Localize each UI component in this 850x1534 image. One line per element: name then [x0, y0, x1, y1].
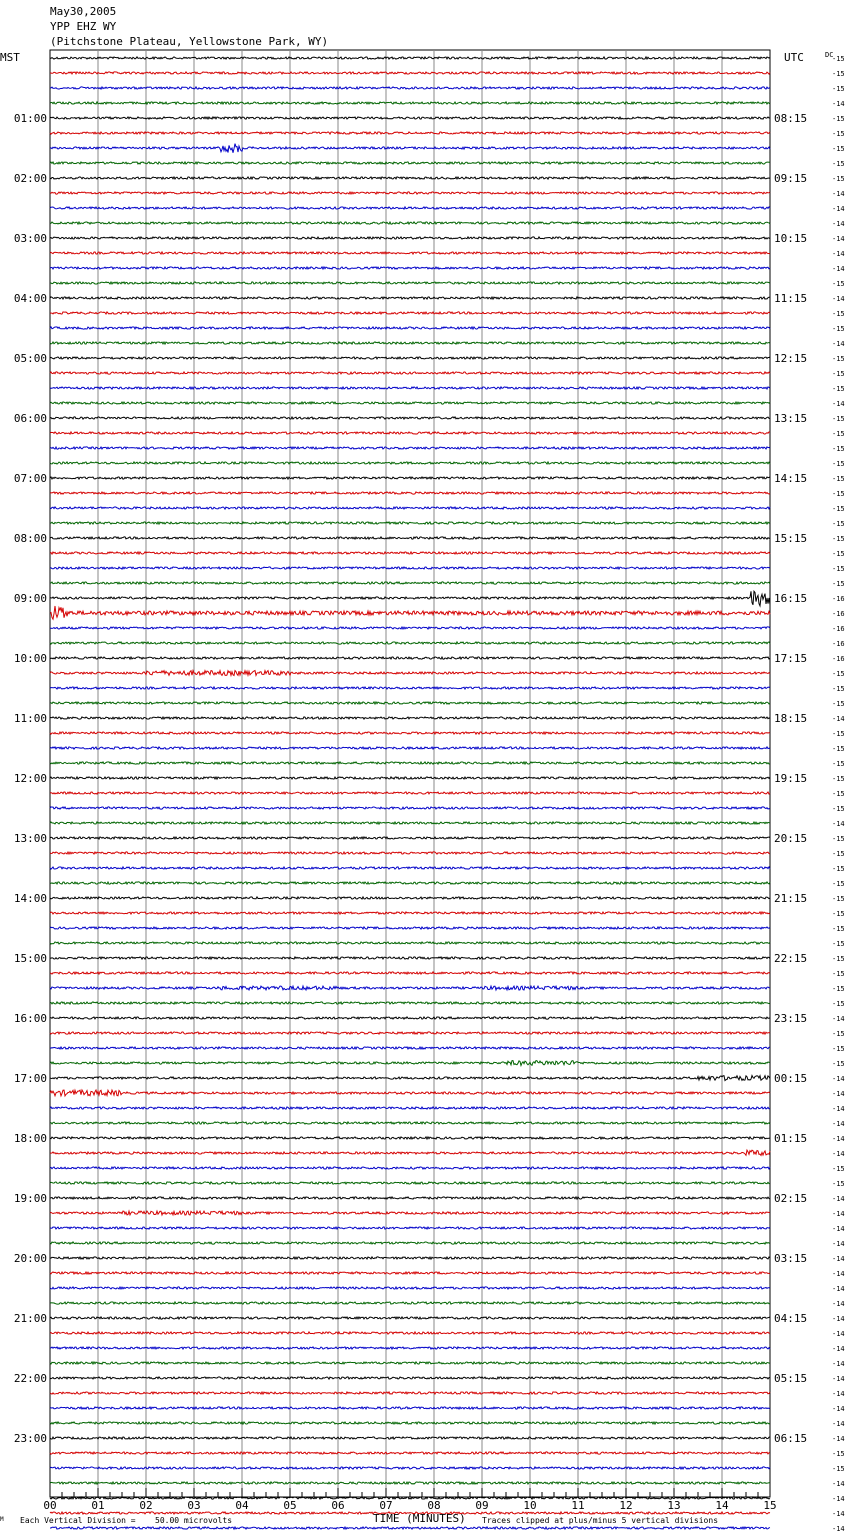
dc-offset-label: -15 — [832, 310, 845, 318]
seismic-trace — [50, 1377, 770, 1379]
dc-offset-label: -14 — [832, 295, 845, 303]
dc-offset-label: -14 — [832, 715, 845, 723]
seismic-trace — [50, 552, 770, 554]
corner-mark: M — [0, 1516, 4, 1523]
mst-hour-label: 23:00 — [13, 1432, 47, 1445]
x-tick-label: 09 — [475, 1499, 489, 1512]
mst-hour-label: 19:00 — [13, 1192, 47, 1205]
seismic-trace — [50, 1137, 770, 1139]
seismic-trace — [50, 837, 770, 839]
seismic-trace — [50, 357, 770, 359]
mst-axis-label: MST — [0, 51, 20, 64]
utc-hour-label: 09:15 — [774, 172, 808, 185]
dc-offset-label: -14 — [832, 1150, 845, 1158]
seismic-trace — [50, 1257, 770, 1259]
seismic-trace — [50, 267, 770, 269]
dc-offset-label: -15 — [832, 535, 845, 543]
seismic-trace — [50, 72, 770, 74]
dc-offset-label: -16 — [832, 595, 845, 603]
dc-offset-label: -15 — [832, 895, 845, 903]
seismic-trace — [50, 57, 770, 59]
utc-hour-label: 12:15 — [774, 352, 808, 365]
dc-offset-label: -14 — [832, 1225, 845, 1233]
seismic-trace — [50, 144, 770, 153]
dc-offset-label: -15 — [832, 970, 845, 978]
dc-offset-label: -16 — [832, 655, 845, 663]
dc-offset-label: -14 — [832, 265, 845, 273]
seismic-trace — [50, 237, 770, 239]
mst-hour-label: 12:00 — [13, 772, 47, 785]
x-tick-label: 02 — [139, 1499, 153, 1512]
scale-label: Each Vertical Division = — [20, 1516, 136, 1525]
dc-offset-label: -15 — [832, 520, 845, 528]
dc-offset-label: -15 — [832, 1465, 845, 1473]
mst-hour-label: 03:00 — [13, 232, 47, 245]
dc-offset-label: -15 — [832, 835, 845, 843]
seismic-trace — [50, 942, 770, 944]
mst-hour-label: 14:00 — [13, 892, 47, 905]
seismic-trace — [50, 87, 770, 89]
mst-hour-label: 21:00 — [13, 1312, 47, 1325]
seismic-trace — [50, 717, 770, 719]
mst-hour-label: 07:00 — [13, 472, 47, 485]
utc-hour-label: 22:15 — [774, 952, 808, 965]
dc-offset-label: -16 — [832, 625, 845, 633]
mst-hour-label: 01:00 — [13, 112, 47, 125]
seismic-trace — [50, 1482, 770, 1484]
location-label: (Pitchstone Plateau, Yellowstone Park, WY) — [50, 35, 329, 48]
dc-offset-label: -14 — [832, 1195, 845, 1203]
seismic-trace — [50, 507, 770, 509]
seismic-trace — [50, 522, 770, 524]
dc-offset-label: -15 — [832, 1450, 845, 1458]
seismic-trace — [50, 567, 770, 569]
dc-offset-label: -15 — [832, 355, 845, 363]
seismic-trace — [50, 762, 770, 764]
seismic-trace — [50, 732, 770, 734]
dc-offset-label: -15 — [832, 475, 845, 483]
dc-offset-label: -15 — [832, 550, 845, 558]
dc-offset-label: -15 — [832, 865, 845, 873]
dc-offset-label: -15 — [832, 850, 845, 858]
utc-hour-label: 17:15 — [774, 652, 808, 665]
x-tick-label: 13 — [667, 1499, 681, 1512]
station-label: YPP EHZ WY — [50, 20, 117, 33]
seismic-trace — [50, 1167, 770, 1169]
dc-offset-label: -15 — [832, 700, 845, 708]
mst-hour-label: 18:00 — [13, 1132, 47, 1145]
dc-offset-label: -16 — [832, 640, 845, 648]
utc-hour-label: 13:15 — [774, 412, 808, 425]
dc-offset-label: -14 — [832, 1120, 845, 1128]
dc-offset-label: -15 — [832, 685, 845, 693]
dc-offset-label: -15 — [832, 790, 845, 798]
seismic-trace — [50, 1302, 770, 1304]
seismic-trace — [50, 852, 770, 854]
mst-hour-label: 10:00 — [13, 652, 47, 665]
dc-offset-label: -14 — [832, 1345, 845, 1353]
seismic-trace — [50, 1362, 770, 1364]
dc-offset-label: -14 — [832, 1330, 845, 1338]
dc-offset-label: -14 — [832, 1015, 845, 1023]
seismic-trace — [50, 432, 770, 434]
dc-offset-label: -15 — [832, 760, 845, 768]
utc-hour-label: 06:15 — [774, 1432, 808, 1445]
mst-hour-label: 08:00 — [13, 532, 47, 545]
seismic-trace — [50, 1107, 770, 1109]
dc-offset-label: -14 — [832, 1300, 845, 1308]
dc-offset-label: -15 — [832, 85, 845, 93]
seismic-trace — [50, 1090, 770, 1096]
utc-hour-label: 00:15 — [774, 1072, 808, 1085]
dc-offset-label: -15 — [832, 130, 845, 138]
dc-offset-label: -15 — [832, 325, 845, 333]
utc-hour-label: 02:15 — [774, 1192, 808, 1205]
dc-offset-label: -15 — [832, 385, 845, 393]
seismic-trace — [50, 132, 770, 134]
dc-offset-label: -15 — [832, 730, 845, 738]
utc-hour-label: 08:15 — [774, 112, 808, 125]
x-tick-label: 07 — [379, 1499, 393, 1512]
seismic-trace — [50, 1317, 770, 1319]
seismic-trace — [50, 591, 770, 606]
seismic-trace — [50, 1032, 770, 1034]
utc-axis-label: UTC — [784, 51, 804, 64]
dc-offset-label: -14 — [832, 1315, 845, 1323]
seismic-trace — [50, 1392, 770, 1394]
dc-offset-label: -14 — [832, 205, 845, 213]
seismic-trace — [50, 312, 770, 314]
seismic-trace — [50, 807, 770, 809]
dc-offset-label: -15 — [832, 745, 845, 753]
dc-offset-label: -14 — [832, 1255, 845, 1263]
dc-offset-label: -15 — [832, 670, 845, 678]
utc-hour-label: 20:15 — [774, 832, 808, 845]
seismic-trace — [50, 447, 770, 449]
dc-offset-label: -14 — [832, 1270, 845, 1278]
seismic-trace — [50, 1182, 770, 1184]
dc-offset-label: -15 — [832, 580, 845, 588]
dc-offset-label: -15 — [832, 1000, 845, 1008]
dc-offset-label: -14 — [832, 1075, 845, 1083]
seismic-trace — [50, 1227, 770, 1229]
seismic-trace — [50, 117, 770, 119]
seismic-trace — [50, 927, 770, 929]
seismic-trace — [50, 207, 770, 209]
dc-offset-label: -14 — [832, 1105, 845, 1113]
dc-offset-label: -15 — [832, 280, 845, 288]
clip-note: Traces clipped at plus/minus 5 vertical divisions — [482, 1516, 719, 1525]
dc-offset-label: -15 — [832, 70, 845, 78]
mst-hour-label: 04:00 — [13, 292, 47, 305]
seismic-trace — [50, 417, 770, 419]
seismic-trace — [50, 627, 770, 629]
utc-hour-label: 03:15 — [774, 1252, 808, 1265]
x-tick-label: 06 — [331, 1499, 345, 1512]
dc-offset-label: -14 — [832, 220, 845, 228]
seismic-trace — [50, 1437, 770, 1439]
dc-label: DC — [825, 51, 834, 59]
dc-offset-label: -15 — [832, 940, 845, 948]
mst-hour-label: 20:00 — [13, 1252, 47, 1265]
seismic-trace — [50, 177, 770, 179]
utc-hour-label: 05:15 — [774, 1372, 808, 1385]
dc-offset-label: -14 — [832, 1420, 845, 1428]
utc-hour-label: 23:15 — [774, 1012, 808, 1025]
seismic-trace — [50, 687, 770, 689]
seismic-trace — [50, 342, 770, 344]
seismic-trace — [50, 492, 770, 494]
seismic-trace — [50, 606, 770, 619]
seismic-trace — [50, 1422, 770, 1424]
utc-hour-label: 10:15 — [774, 232, 808, 245]
x-tick-label: 05 — [283, 1499, 297, 1512]
seismic-trace — [50, 1076, 770, 1081]
dc-offset-label: -15 — [832, 175, 845, 183]
seismic-trace — [50, 1287, 770, 1289]
mst-hour-label: 15:00 — [13, 952, 47, 965]
seismic-trace — [50, 537, 770, 539]
utc-hour-label: 04:15 — [774, 1312, 808, 1325]
seismic-trace — [50, 102, 770, 104]
dc-offset-label: -15 — [832, 55, 845, 63]
seismic-trace — [50, 162, 770, 164]
dc-offset-label: -15 — [832, 1045, 845, 1053]
mst-hour-label: 16:00 — [13, 1012, 47, 1025]
seismic-trace — [50, 282, 770, 284]
seismic-trace — [50, 882, 770, 884]
seismic-trace — [50, 671, 770, 676]
dc-offset-label: -15 — [832, 115, 845, 123]
utc-hour-label: 01:15 — [774, 1132, 808, 1145]
dc-offset-label: -15 — [832, 145, 845, 153]
x-axis — [43, 1488, 776, 1512]
dc-offset-label: -14 — [832, 250, 845, 258]
seismic-trace — [50, 1467, 770, 1469]
dc-offset-label: -14 — [832, 190, 845, 198]
mst-hour-label: 09:00 — [13, 592, 47, 605]
dc-offset-label: -14 — [832, 1390, 845, 1398]
x-tick-label: 01 — [91, 1499, 105, 1512]
utc-hour-label: 18:15 — [774, 712, 808, 725]
seismic-trace — [50, 986, 770, 990]
x-tick-label: 14 — [715, 1499, 729, 1512]
seismic-trace — [50, 957, 770, 959]
dc-offset-label: -15 — [832, 415, 845, 423]
dc-offset-label: -15 — [832, 430, 845, 438]
seismic-trace — [50, 1017, 770, 1019]
dc-offset-label: -14 — [832, 1360, 845, 1368]
seismic-trace — [50, 1002, 770, 1004]
seismic-trace — [50, 387, 770, 389]
dc-offset-label: -14 — [832, 1405, 845, 1413]
dc-offset-label: -14 — [832, 400, 845, 408]
seismic-trace — [50, 897, 770, 899]
dc-offset-label: -15 — [832, 955, 845, 963]
dc-offset-label: -15 — [832, 565, 845, 573]
seismic-trace — [50, 972, 770, 974]
seismic-trace — [50, 402, 770, 404]
seismic-trace — [50, 1272, 770, 1274]
dc-offset-label: -15 — [832, 370, 845, 378]
dc-offset-label: -15 — [832, 775, 845, 783]
seismic-trace — [50, 822, 770, 824]
mst-hour-label: 13:00 — [13, 832, 47, 845]
mst-hour-label: 02:00 — [13, 172, 47, 185]
x-tick-label: 03 — [187, 1499, 201, 1512]
seismic-trace — [50, 1061, 770, 1066]
dc-offset-label: -14 — [832, 235, 845, 243]
seismic-trace — [50, 1332, 770, 1334]
dc-offset-label: -15 — [832, 490, 845, 498]
dc-offset-label: -14 — [832, 1510, 845, 1518]
seismic-trace — [50, 192, 770, 194]
dc-offset-label: -15 — [832, 910, 845, 918]
seismic-trace — [50, 297, 770, 299]
dc-offset-label: -14 — [832, 1435, 845, 1443]
seismic-trace — [50, 1197, 770, 1199]
seismic-trace — [50, 912, 770, 914]
dc-offset-label: -14 — [832, 100, 845, 108]
utc-hour-label: 11:15 — [774, 292, 808, 305]
x-tick-label: 00 — [43, 1499, 57, 1512]
seismic-trace — [50, 1347, 770, 1349]
seismic-trace — [50, 702, 770, 704]
utc-hour-label: 21:15 — [774, 892, 808, 905]
seismic-trace — [50, 252, 770, 254]
seismic-trace — [50, 462, 770, 464]
dc-offset-label: -15 — [832, 1180, 845, 1188]
x-tick-label: 10 — [523, 1499, 537, 1512]
mst-hour-label: 17:00 — [13, 1072, 47, 1085]
x-axis-title: TIME (MINUTES) — [373, 1512, 466, 1525]
seismic-trace — [50, 642, 770, 644]
utc-hour-label: 16:15 — [774, 592, 808, 605]
dc-offset-label: -15 — [832, 805, 845, 813]
x-tick-label: 08 — [427, 1499, 441, 1512]
seismic-trace — [50, 1211, 770, 1215]
seismic-trace — [50, 222, 770, 224]
scale-value: 50.00 microvolts — [155, 1516, 233, 1525]
seismic-trace — [50, 1242, 770, 1244]
dc-offset-label: -15 — [832, 985, 845, 993]
seismic-trace — [50, 327, 770, 329]
dc-offset-label: -14 — [832, 1135, 845, 1143]
trace-group — [50, 57, 770, 1534]
dc-offset-label: -14 — [832, 1285, 845, 1293]
x-tick-label: 12 — [619, 1499, 633, 1512]
seismic-trace — [50, 477, 770, 479]
dc-offset-label: -14 — [832, 340, 845, 348]
x-tick-label: 15 — [763, 1499, 777, 1512]
seismic-trace — [50, 1047, 770, 1049]
dc-offset-label: -14 — [832, 1480, 845, 1488]
dc-offset-label: -14 — [832, 1375, 845, 1383]
dc-offset-label: -15 — [832, 160, 845, 168]
utc-hour-label: 14:15 — [774, 472, 808, 485]
dc-offset-label: -15 — [832, 445, 845, 453]
dc-offset-label: -15 — [832, 1165, 845, 1173]
x-tick-label: 04 — [235, 1499, 249, 1512]
seismic-trace — [50, 1407, 770, 1409]
dc-offset-label: -14 — [832, 1210, 845, 1218]
dc-offset-label: -15 — [832, 880, 845, 888]
utc-hour-label: 19:15 — [774, 772, 808, 785]
dc-offset-label: -14 — [832, 820, 845, 828]
seismic-trace — [50, 1452, 770, 1454]
mst-hour-label: 11:00 — [13, 712, 47, 725]
time-labels — [14, 55, 845, 1534]
dc-offset-label: -15 — [832, 505, 845, 513]
dc-offset-label: -15 — [832, 460, 845, 468]
seismic-trace — [50, 792, 770, 794]
x-tick-label: 11 — [571, 1499, 585, 1512]
dc-offset-label: -15 — [832, 1060, 845, 1068]
seismic-trace — [50, 372, 770, 374]
plot-footer — [0, 1512, 850, 1534]
dc-offset-label: -15 — [832, 925, 845, 933]
dc-offset-label: -14 — [832, 1240, 845, 1248]
seismic-trace — [50, 1122, 770, 1124]
seismic-trace — [50, 582, 770, 584]
seismic-trace — [50, 777, 770, 779]
seismic-trace — [50, 657, 770, 659]
seismic-trace — [50, 747, 770, 749]
dc-offset-label: -15 — [832, 1030, 845, 1038]
mst-hour-label: 05:00 — [13, 352, 47, 365]
dc-offset-label: -14 — [832, 1090, 845, 1098]
mst-hour-label: 22:00 — [13, 1372, 47, 1385]
utc-hour-label: 15:15 — [774, 532, 808, 545]
seismic-trace — [50, 1150, 770, 1155]
date-label: May30,2005 — [50, 5, 117, 18]
dc-offset-label: -16 — [832, 610, 845, 618]
seismic-trace — [50, 867, 770, 869]
mst-hour-label: 06:00 — [13, 412, 47, 425]
dc-offset-label: -14 — [832, 1495, 845, 1503]
dc-offset-label: -14 — [832, 1525, 845, 1533]
